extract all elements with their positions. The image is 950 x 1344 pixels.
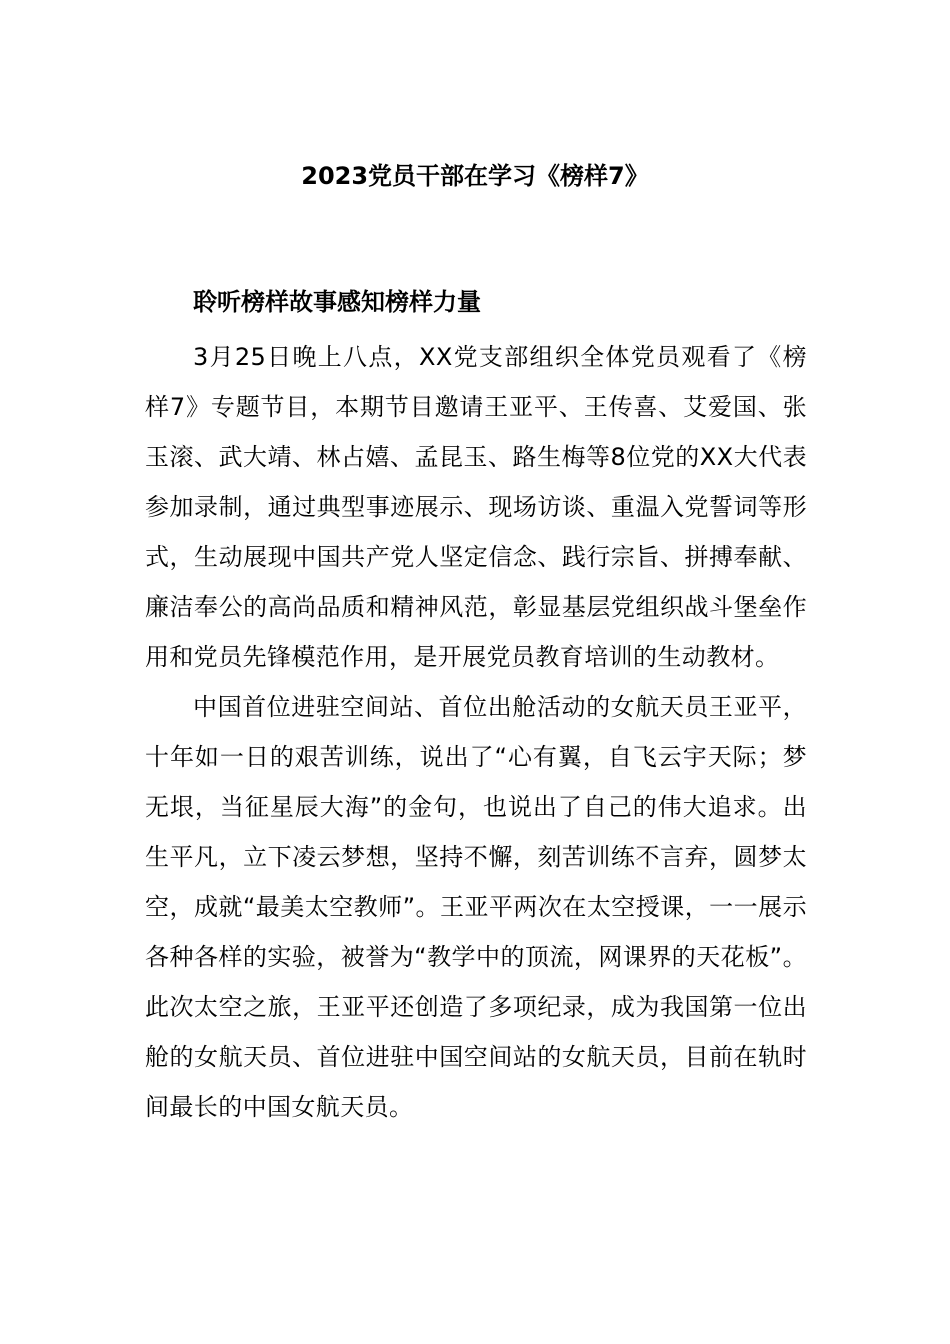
paragraph-1: 3月25日晚上八点，XX党支部组织全体党员观看了《榜样7》专题节目，本期节目邀请王亚平、王传喜、艾爱国、张玉滚、武大靖、林占嬉、孟昆玉、路生梅等8位党的XX大代表参加录制，通过典型事迹展示、现场访谈、重温入党誓词等形式，生动展现中国共产党人坚定信念、践行宗旨、拼搏奉献、廉洁奉公的高尚品质和精神风范，彰显基层党组织战斗堡垒作用和党员先锋模范作用，是开展党员教育培训的生动教材。 (145, 343, 807, 671)
paragraph-2: 中国首位进驻空间站、首位出舱活动的女航天员王亚平，十年如一日的艰苦训练，说出了“心有翼，自飞云宇天际；梦无垠，当征星辰大海”的金句，也说出了自己的伟大追求。出生平凡，立下凌云梦想，坚持不懈，刻苦训练不言弃，圆梦太空，成就“最美太空教师”。王亚平两次在太空授课，一一展示各种各样的实验，被誉为“教学中的顶流，网课界的天花板”。此次太空之旅，王亚平还创造了多项纪录，成为我国第一位出舱的女航天员、首位进驻中国空间站的女航天员，目前在轨时间最长的中国女航天员。 (145, 693, 807, 1121)
document-body (145, 282, 807, 1132)
document-title: 2023党员干部在学习《榜样7》 (301, 162, 649, 190)
section-heading: 聆听榜样故事感知榜样力量 (193, 288, 481, 316)
